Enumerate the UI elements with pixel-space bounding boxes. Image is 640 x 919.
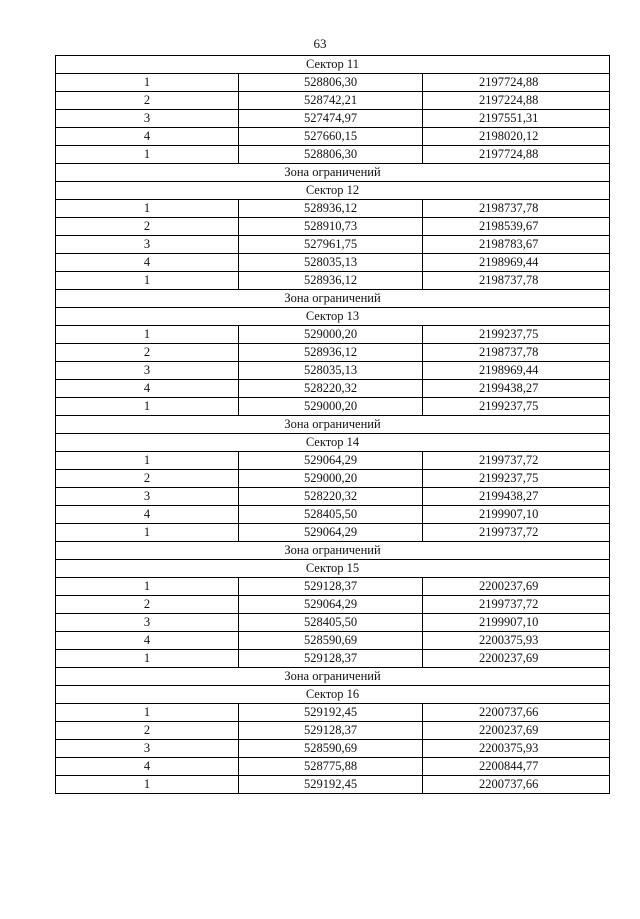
y-coordinate-cell: 2198020,12	[423, 128, 610, 146]
table-row	[56, 488, 610, 506]
x-coordinate-cell: 528936,12	[239, 272, 423, 290]
table-row	[56, 452, 610, 470]
table-row	[56, 92, 610, 110]
zone-label: Зона ограничений	[56, 416, 610, 434]
point-number-cell: 2	[56, 218, 239, 236]
table-row	[56, 704, 610, 722]
x-coordinate-cell: 528775,88	[239, 758, 423, 776]
zone-header-row	[56, 542, 610, 560]
table-row	[56, 776, 610, 794]
x-coordinate-cell: 529064,29	[239, 452, 423, 470]
y-coordinate-cell: 2198737,78	[423, 200, 610, 218]
y-coordinate-cell: 2199907,10	[423, 614, 610, 632]
table-row	[56, 254, 610, 272]
x-coordinate-cell: 528936,12	[239, 344, 423, 362]
sector-header-row	[56, 434, 610, 452]
y-coordinate-cell: 2199737,72	[423, 452, 610, 470]
point-number-cell: 3	[56, 362, 239, 380]
x-coordinate-cell: 527660,15	[239, 128, 423, 146]
zone-header-row	[56, 164, 610, 182]
table-row	[56, 506, 610, 524]
x-coordinate-cell: 528405,50	[239, 506, 423, 524]
y-coordinate-cell: 2200844,77	[423, 758, 610, 776]
x-coordinate-cell: 528220,32	[239, 380, 423, 398]
point-number-cell: 1	[56, 146, 239, 164]
x-coordinate-cell: 527474,97	[239, 110, 423, 128]
x-coordinate-cell: 529128,37	[239, 722, 423, 740]
sector-title: Сектор 13	[56, 308, 610, 326]
table-row	[56, 524, 610, 542]
table-row	[56, 596, 610, 614]
sector-header-row	[56, 56, 610, 74]
point-number-cell: 3	[56, 488, 239, 506]
sector-title: Сектор 14	[56, 434, 610, 452]
y-coordinate-cell: 2199438,27	[423, 488, 610, 506]
point-number-cell: 3	[56, 614, 239, 632]
point-number-cell: 1	[56, 398, 239, 416]
zone-label: Зона ограничений	[56, 164, 610, 182]
point-number-cell: 1	[56, 776, 239, 794]
table-row	[56, 344, 610, 362]
point-number-cell: 1	[56, 326, 239, 344]
y-coordinate-cell: 2199737,72	[423, 524, 610, 542]
x-coordinate-cell: 529192,45	[239, 776, 423, 794]
sector-title: Сектор 16	[56, 686, 610, 704]
point-number-cell: 4	[56, 128, 239, 146]
point-number-cell: 2	[56, 470, 239, 488]
zone-label: Зона ограничений	[56, 668, 610, 686]
point-number-cell: 1	[56, 452, 239, 470]
table-row	[56, 398, 610, 416]
y-coordinate-cell: 2199237,75	[423, 470, 610, 488]
zone-header-row	[56, 290, 610, 308]
y-coordinate-cell: 2200237,69	[423, 650, 610, 668]
y-coordinate-cell: 2199237,75	[423, 398, 610, 416]
point-number-cell: 3	[56, 110, 239, 128]
x-coordinate-cell: 529192,45	[239, 704, 423, 722]
point-number-cell: 2	[56, 722, 239, 740]
point-number-cell: 4	[56, 632, 239, 650]
table-row	[56, 578, 610, 596]
y-coordinate-cell: 2198969,44	[423, 362, 610, 380]
x-coordinate-cell: 528220,32	[239, 488, 423, 506]
y-coordinate-cell: 2199737,72	[423, 596, 610, 614]
y-coordinate-cell: 2198783,67	[423, 236, 610, 254]
table-row	[56, 614, 610, 632]
x-coordinate-cell: 528806,30	[239, 74, 423, 92]
point-number-cell: 4	[56, 380, 239, 398]
x-coordinate-cell: 529000,20	[239, 326, 423, 344]
point-number-cell: 3	[56, 236, 239, 254]
x-coordinate-cell: 528742,21	[239, 92, 423, 110]
y-coordinate-cell: 2198539,67	[423, 218, 610, 236]
point-number-cell: 2	[56, 596, 239, 614]
y-coordinate-cell: 2198737,78	[423, 272, 610, 290]
zone-label: Зона ограничений	[56, 290, 610, 308]
sector-header-row	[56, 560, 610, 578]
sector-title: Сектор 15	[56, 560, 610, 578]
sector-header-row	[56, 308, 610, 326]
table-row	[56, 740, 610, 758]
sector-header-row	[56, 182, 610, 200]
table-row	[56, 110, 610, 128]
table-row	[56, 362, 610, 380]
table-row	[56, 632, 610, 650]
x-coordinate-cell: 528806,30	[239, 146, 423, 164]
point-number-cell: 2	[56, 344, 239, 362]
point-number-cell: 4	[56, 758, 239, 776]
point-number-cell: 1	[56, 200, 239, 218]
table-row	[56, 236, 610, 254]
x-coordinate-cell: 528936,12	[239, 200, 423, 218]
y-coordinate-cell: 2199438,27	[423, 380, 610, 398]
point-number-cell: 2	[56, 92, 239, 110]
x-coordinate-cell: 529000,20	[239, 398, 423, 416]
x-coordinate-cell: 528590,69	[239, 740, 423, 758]
y-coordinate-cell: 2200237,69	[423, 578, 610, 596]
sector-title: Сектор 11	[56, 56, 610, 74]
y-coordinate-cell: 2200375,93	[423, 632, 610, 650]
point-number-cell: 4	[56, 506, 239, 524]
x-coordinate-cell: 527961,75	[239, 236, 423, 254]
y-coordinate-cell: 2200237,69	[423, 722, 610, 740]
table-row	[56, 650, 610, 668]
x-coordinate-cell: 528405,50	[239, 614, 423, 632]
table-row	[56, 470, 610, 488]
x-coordinate-cell: 529000,20	[239, 470, 423, 488]
point-number-cell: 1	[56, 272, 239, 290]
coordinates-table-body	[56, 56, 610, 794]
point-number-cell: 1	[56, 524, 239, 542]
table-row	[56, 200, 610, 218]
y-coordinate-cell: 2199907,10	[423, 506, 610, 524]
table-row	[56, 272, 610, 290]
point-number-cell: 1	[56, 704, 239, 722]
zone-header-row	[56, 668, 610, 686]
page-number: 63	[313, 36, 327, 51]
y-coordinate-cell: 2197551,31	[423, 110, 610, 128]
y-coordinate-cell: 2200375,93	[423, 740, 610, 758]
x-coordinate-cell: 528910,73	[239, 218, 423, 236]
y-coordinate-cell: 2200737,66	[423, 704, 610, 722]
y-coordinate-cell: 2198969,44	[423, 254, 610, 272]
x-coordinate-cell: 528035,13	[239, 254, 423, 272]
y-coordinate-cell: 2197224,88	[423, 92, 610, 110]
x-coordinate-cell: 529064,29	[239, 524, 423, 542]
point-number-cell: 4	[56, 254, 239, 272]
x-coordinate-cell: 529128,37	[239, 578, 423, 596]
y-coordinate-cell: 2198737,78	[423, 344, 610, 362]
x-coordinate-cell: 529064,29	[239, 596, 423, 614]
point-number-cell: 1	[56, 650, 239, 668]
table-row	[56, 128, 610, 146]
zone-label: Зона ограничений	[56, 542, 610, 560]
table-row	[56, 326, 610, 344]
point-number-cell: 1	[56, 74, 239, 92]
x-coordinate-cell: 528590,69	[239, 632, 423, 650]
point-number-cell: 1	[56, 578, 239, 596]
zone-header-row	[56, 416, 610, 434]
point-number-cell: 3	[56, 740, 239, 758]
y-coordinate-cell: 2197724,88	[423, 74, 610, 92]
table-row	[56, 218, 610, 236]
sector-title: Сектор 12	[56, 182, 610, 200]
table-row	[56, 758, 610, 776]
table-row	[56, 380, 610, 398]
y-coordinate-cell: 2199237,75	[423, 326, 610, 344]
x-coordinate-cell: 528035,13	[239, 362, 423, 380]
table-row	[56, 146, 610, 164]
x-coordinate-cell: 529128,37	[239, 650, 423, 668]
table-row	[56, 74, 610, 92]
coordinates-table	[55, 55, 610, 794]
y-coordinate-cell: 2200737,66	[423, 776, 610, 794]
sector-header-row	[56, 686, 610, 704]
table-row	[56, 722, 610, 740]
y-coordinate-cell: 2197724,88	[423, 146, 610, 164]
